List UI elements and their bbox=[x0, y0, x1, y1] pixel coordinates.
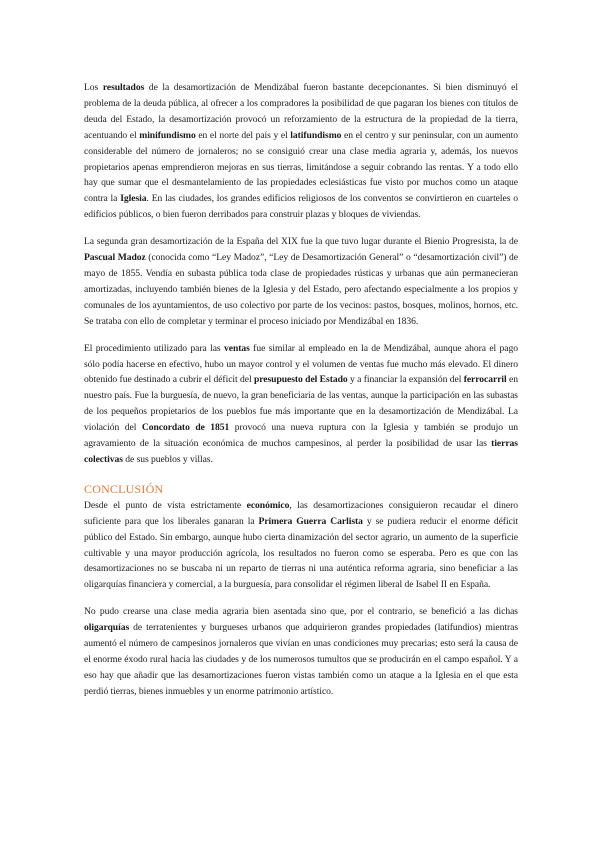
paragraph-p2 bbox=[84, 234, 518, 329]
text-segment: fue similar al empleado en la de Mendizábal, aunque ahora el pago sólo podía hacerse en efectivo, hubo un mayor control y el volumen de ventas fue mucho más elevado. El dinero obtenido fue destinado a cubrir el déficit del bbox=[84, 342, 518, 386]
bold-term: económico bbox=[246, 499, 290, 511]
paragraph-c2 bbox=[84, 604, 518, 699]
paragraph-p3 bbox=[84, 341, 518, 468]
text-segment: de sus pueblos y villas. bbox=[122, 453, 213, 465]
bold-term: ventas bbox=[223, 342, 250, 354]
bold-term: presupuesto del Estado bbox=[253, 374, 348, 386]
text-segment: y se pudiera reducir el enorme déficit público del Estado. Sin embargo, aunque hubo cierta dinamización del sector agrario, un aumento de la superficie cultivable y una mayor producción agrícola, los resultados no fueron como se esperaba. Pero es que con las desamortizaciones no se buscaba ni un reparto de tierras ni una auténtica reforma agraria, sino beneficiar a las oligarquías financiera y comercial, a la burguesía, para consolidar el régimen liberal de Isabel II en España. bbox=[84, 515, 518, 591]
bold-term: Iglesia bbox=[120, 193, 147, 205]
text-segment: , las desamortizaciones consiguieron recaudar el dinero suficiente para que los liberales ganaran la bbox=[84, 499, 518, 527]
bold-term: minifundismo bbox=[139, 129, 196, 141]
bold-term: Concordato de 1851 bbox=[141, 422, 230, 434]
text-segment: de terratenientes y burgueses urbanos que adquirieron grandes propiedades (latifundios) mientras aumentó el número de campesinos jornaleros que vivían en unas condiciones muy precarias; esto será la causa de el enorme éxodo rural hacia las ciudades y de los numerosos tumultos que se producirán en el campo español. Y a eso hay que añadir que las desamortizaciones fueron vistas también como un ataque a la Iglesia en el que esta perdió tierras, bienes inmuebles y un enorme patrimonio artístico. bbox=[84, 622, 518, 697]
bold-term: Primera Guerra Carlista bbox=[258, 515, 363, 527]
text-segment: . En las ciudades, los grandes edificios religiosos de los conventos se convirtieron en cuarteles o edificios públicos, o bien fueron derribados para construir plazas y bloques de viviendas. bbox=[84, 193, 518, 221]
bold-term: ferrocarril bbox=[463, 374, 507, 386]
document-page bbox=[84, 80, 518, 711]
conclusion-heading: CONCLUSIÓN bbox=[84, 481, 164, 496]
text-segment: No pudo crearse una clase media agraria bien asentada sino que, por el contrario, se benefició a las dichas bbox=[84, 606, 518, 618]
text-segment: Los bbox=[84, 82, 103, 93]
bold-term: resultados bbox=[102, 82, 145, 93]
text-segment: Desde el punto de vista estrictamente bbox=[84, 499, 247, 511]
document-body bbox=[84, 80, 518, 468]
text-segment: en el centro y sur peninsular, con un aumento considerable del número de jornaleros; no se consiguió crear una clase media agraria y, además, los nuevos propietarios apenas emprendieron mejoras en sus tierras, limitándose a seguir cobrando las rentas. Y a todo ello hay que sumar que el desmantelamiento de las propiedades eclesiásticas fue visto por muchos como un ataque contra la bbox=[84, 129, 518, 205]
conclusion-section bbox=[84, 498, 518, 700]
text-segment: (conocida como “Ley Madoz”, “Ley de Desamortización General” o “desamortización civil”) de mayo de 1855. Vendía en subasta pública toda clase de propiedades rústicas y urbanas que aún permanecieran amortizadas, incluyendo también bienes de la Iglesia y del Estado, pero afectando especialmente a los propios y comunales de los ayuntamientos, de uso colectivo por parte de los vecinos: pastos, bosques, molinos, hornos, etc. Se trataba con ello de completar y terminar el proceso iniciado por Mendizábal en 1836. bbox=[84, 252, 518, 327]
bold-term: Pascual Madoz bbox=[84, 252, 146, 264]
text-segment: provocó una nueva ruptura con la Iglesia y también se produjo un agravamiento de la situación económica de muchos campesinos, al perder la posibilidad de usar las bbox=[84, 422, 518, 450]
paragraph-c1 bbox=[84, 498, 518, 593]
paragraph-p1 bbox=[84, 80, 518, 223]
text-segment: en nuestro país. Fue la burguesía, de nuevo, la gran beneficiaria de las ventas, aunque la participación en las subastas de los pequeños propietarios de los pueblos fue más importante que en la desamortización de Mendizábal. La violación del bbox=[84, 374, 518, 434]
text-segment: El procedimiento utilizado para las bbox=[84, 342, 224, 354]
text-segment: y a financiar la expansión del bbox=[347, 374, 464, 386]
bold-term: tierras colectivas bbox=[84, 438, 518, 465]
text-segment: en el norte del país y el bbox=[195, 129, 291, 141]
bold-term: latifundismo bbox=[290, 129, 342, 141]
bold-term: oligarquías bbox=[84, 622, 130, 634]
text-segment: La segunda gran desamortización de la España del XIX fue la que tuvo lugar durante el Bienio Progresista, la de bbox=[84, 236, 518, 248]
text-segment: de la desamortización de Mendizábal fueron bastante decepcionantes. Si bien disminuyó el problema de la deuda pública, al ofrecer a los compradores la posibilidad de que pagaran los bienes con títulos de deuda del Estado, la desamortización provocó un reforzamiento de la estructura de la propiedad de la tierra, acentuando el bbox=[84, 82, 518, 141]
